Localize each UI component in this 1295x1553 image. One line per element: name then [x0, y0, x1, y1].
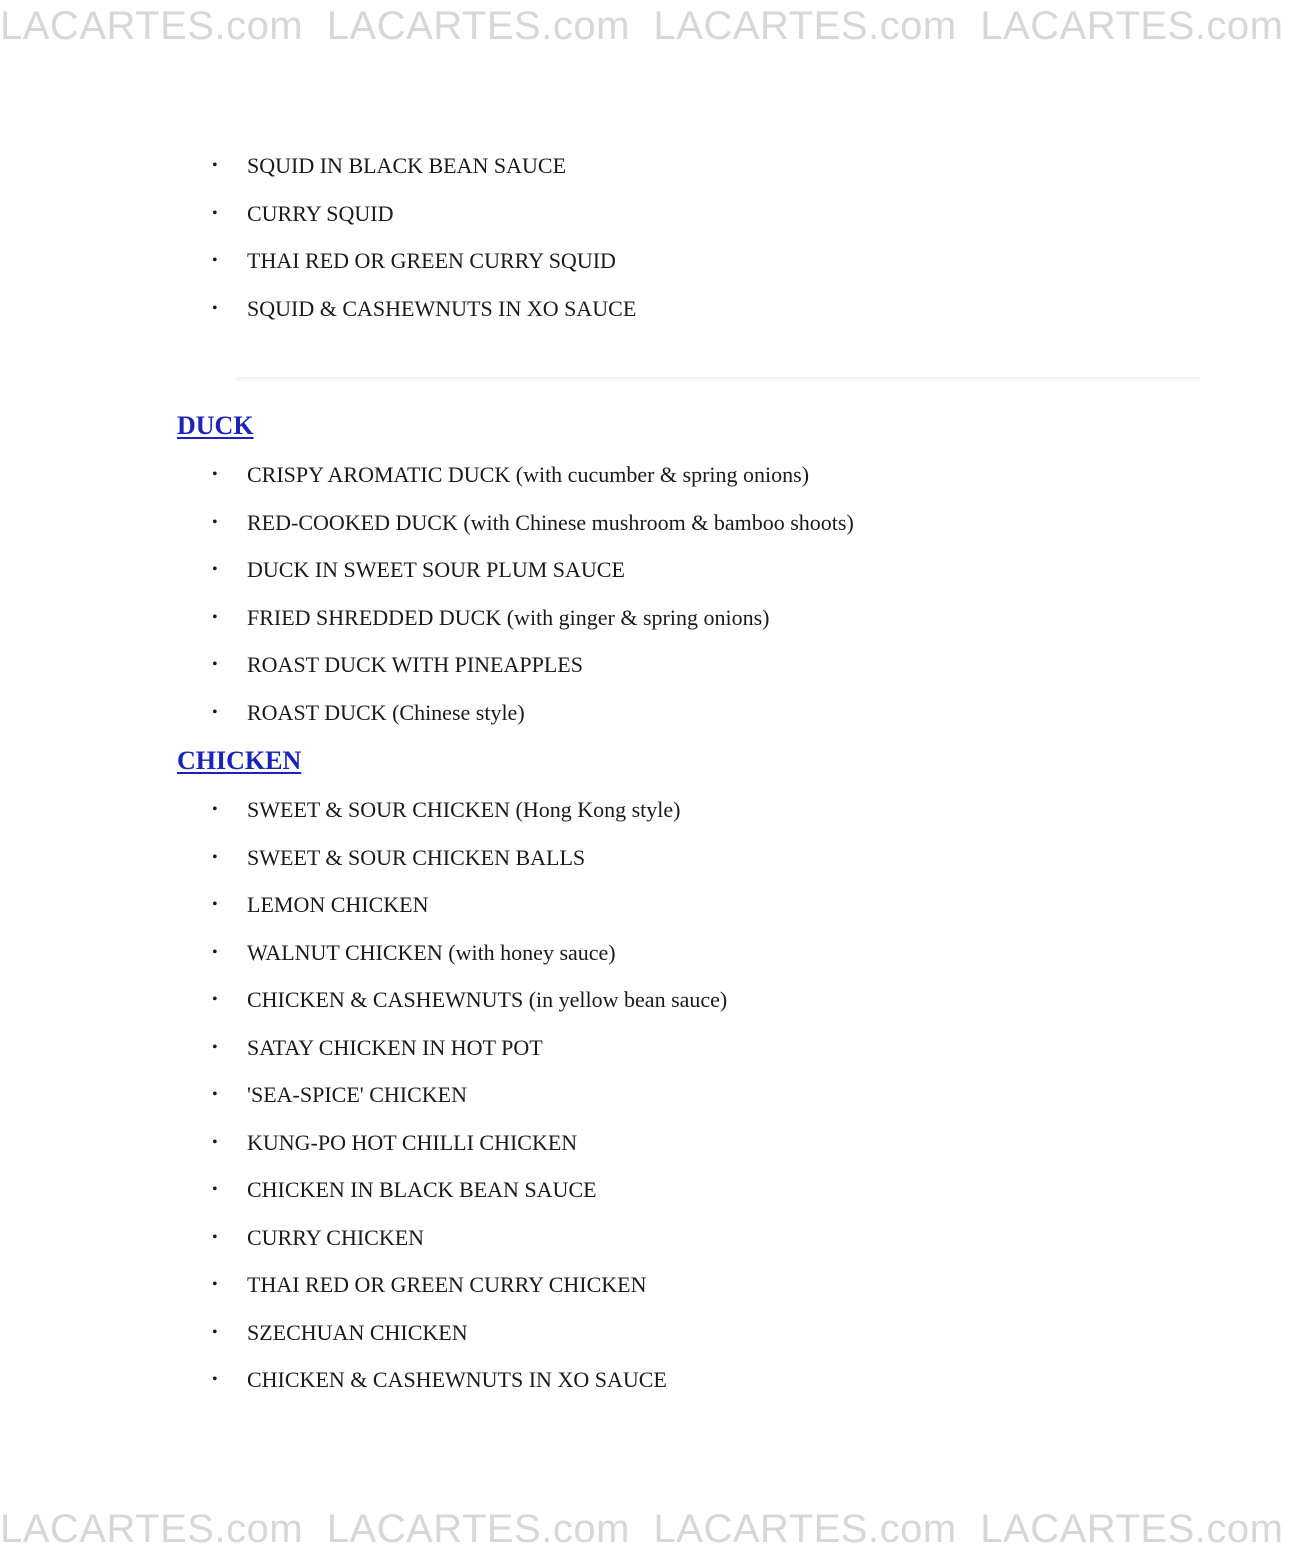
item-label: CHICKEN & CASHEWNUTS IN XO SAUCE — [247, 1367, 667, 1392]
bullet: • — [212, 514, 218, 531]
item-label: WALNUT CHICKEN (with honey sauce) — [247, 940, 616, 965]
bullet: • — [212, 1229, 218, 1246]
bullet: • — [212, 1039, 218, 1056]
list-item — [212, 650, 583, 680]
item-label: SZECHUAN CHICKEN — [247, 1320, 468, 1345]
watermark-text: LACARTES.com — [326, 4, 630, 48]
bullet: • — [212, 1181, 218, 1198]
watermark-top — [0, 2, 1284, 50]
bullet: • — [212, 704, 218, 721]
list-item — [212, 151, 567, 181]
bullet: • — [212, 1324, 218, 1341]
watermark-text: LACARTES.com — [0, 1507, 304, 1551]
bullet: • — [212, 944, 218, 961]
bullet: • — [212, 561, 218, 578]
item-label: SWEET & SOUR CHICKEN BALLS — [247, 845, 586, 870]
item-label: CHICKEN IN BLACK BEAN SAUCE — [247, 1177, 597, 1202]
item-label: ROAST DUCK (Chinese style) — [247, 700, 525, 725]
item-label: 'SEA-SPICE' CHICKEN — [247, 1082, 467, 1107]
item-label: CRISPY AROMATIC DUCK (with cucumber & spring onions) — [247, 462, 810, 487]
list-item — [212, 1318, 468, 1348]
item-label: THAI RED OR GREEN CURRY CHICKEN — [247, 1272, 647, 1297]
list-item — [212, 795, 681, 825]
list-item — [212, 199, 394, 229]
watermark-text: LACARTES.com — [0, 4, 304, 48]
watermark-text: LACARTES.com — [980, 1507, 1284, 1551]
list-item — [212, 698, 525, 728]
item-label: SWEET & SOUR CHICKEN (Hong Kong style) — [247, 797, 681, 822]
list-item — [212, 985, 728, 1015]
list-item — [212, 843, 586, 873]
bullet: • — [212, 300, 218, 317]
bullet: • — [212, 991, 218, 1008]
watermark-bottom — [0, 1505, 1284, 1553]
list-item — [212, 1033, 543, 1063]
page-divider — [236, 377, 1200, 383]
list-item — [212, 508, 854, 538]
item-label: RED-COOKED DUCK (with Chinese mushroom & bamboo shoots) — [247, 510, 854, 535]
item-label: KUNG-PO HOT CHILLI CHICKEN — [247, 1130, 578, 1155]
list-item — [212, 603, 770, 633]
item-label: DUCK IN SWEET SOUR PLUM SAUCE — [247, 557, 625, 582]
bullet: • — [212, 896, 218, 913]
list-item — [212, 1080, 467, 1110]
list-item — [212, 1128, 578, 1158]
list-item — [212, 246, 616, 276]
bullet: • — [212, 157, 218, 174]
bullet: • — [212, 1371, 218, 1388]
list-item — [212, 555, 625, 585]
item-label: CHICKEN & CASHEWNUTS (in yellow bean sauce) — [247, 987, 728, 1012]
watermark-text: LACARTES.com — [326, 1507, 630, 1551]
bullet: • — [212, 1086, 218, 1103]
bullet: • — [212, 849, 218, 866]
list-item — [212, 294, 637, 324]
item-label: FRIED SHREDDED DUCK (with ginger & spring onions) — [247, 605, 770, 630]
item-label: SQUID IN BLACK BEAN SAUCE — [247, 153, 567, 178]
list-item — [212, 1223, 425, 1253]
item-label: LEMON CHICKEN — [247, 892, 429, 917]
watermark-text: LACARTES.com — [653, 1507, 957, 1551]
item-label: CURRY SQUID — [247, 201, 394, 226]
bullet: • — [212, 1276, 218, 1293]
bullet: • — [212, 466, 218, 483]
list-item — [212, 460, 810, 490]
list-item — [212, 938, 616, 968]
chicken-heading-link[interactable]: CHICKEN — [177, 746, 302, 775]
item-label: SQUID & CASHEWNUTS IN XO SAUCE — [247, 296, 637, 321]
list-item — [212, 1365, 667, 1395]
list-item — [212, 1270, 647, 1300]
bullet: • — [212, 1134, 218, 1151]
bullet: • — [212, 609, 218, 626]
item-label: SATAY CHICKEN IN HOT POT — [247, 1035, 543, 1060]
bullet: • — [212, 801, 218, 818]
watermark-text: LACARTES.com — [653, 4, 957, 48]
watermark-text: LACARTES.com — [980, 4, 1284, 48]
bullet: • — [212, 656, 218, 673]
list-item — [212, 1175, 597, 1205]
bullet: • — [212, 252, 218, 269]
item-label: THAI RED OR GREEN CURRY SQUID — [247, 248, 616, 273]
item-label: CURRY CHICKEN — [247, 1225, 425, 1250]
duck-heading-link[interactable]: DUCK — [177, 411, 254, 440]
list-item — [212, 890, 429, 920]
bullet: • — [212, 205, 218, 222]
item-label: ROAST DUCK WITH PINEAPPLES — [247, 652, 583, 677]
